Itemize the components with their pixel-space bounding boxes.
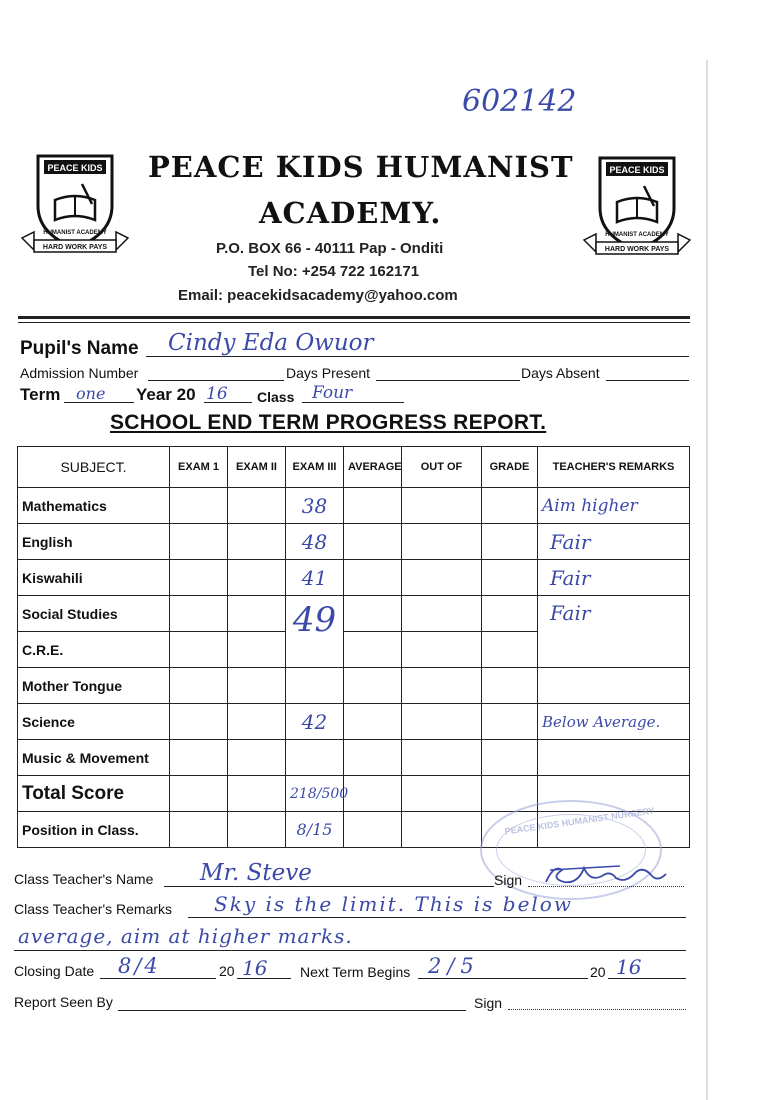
- average-cell: [344, 560, 402, 596]
- logo-top-text: PEACE KIDS: [47, 163, 103, 173]
- exam2-cell: [228, 596, 286, 632]
- next-term-line: [418, 978, 588, 979]
- out-of-cell: [402, 704, 482, 740]
- out-of-cell: [402, 560, 482, 596]
- exam2-cell: [228, 668, 286, 704]
- table-header-row: [18, 447, 690, 488]
- class-label: Class: [257, 389, 295, 405]
- exam2-cell: [228, 560, 286, 596]
- exam2-cell: [228, 812, 286, 848]
- teacher-remarks-text2: average, aim at higher marks.: [18, 924, 353, 948]
- next-term-label: Next Term Begins: [300, 964, 411, 980]
- exam2-cell: [228, 632, 286, 668]
- school-name-line2: ACADEMY.: [259, 196, 442, 230]
- subject-cell: Mathematics: [18, 488, 170, 524]
- admission-number-label: Admission Number: [20, 365, 139, 381]
- table-row: [18, 524, 690, 560]
- teacher-remarks-line2: [14, 950, 686, 951]
- grade-cell: [482, 740, 538, 776]
- exam2-cell: [228, 740, 286, 776]
- out-of-cell: [402, 740, 482, 776]
- out-of-cell: [402, 524, 482, 560]
- school-name-line1: PEACE KIDS HUMANIST: [148, 150, 574, 184]
- header-teachers-remarks: TEACHER'S REMARKS: [538, 447, 690, 488]
- table-row: [18, 668, 690, 704]
- teacher-name-value: Mr. Steve: [200, 860, 312, 886]
- next-term-value: 2/5: [428, 954, 480, 978]
- school-email: Email: peacekidsacademy@yahoo.com: [178, 287, 458, 304]
- subject-cell: Mother Tongue: [18, 668, 170, 704]
- teacher-remarks-text1: Sky is the limit. This is below: [214, 892, 573, 916]
- teacher-remarks-label: Class Teacher's Remarks: [14, 901, 173, 917]
- header-out-of: OUT OF: [402, 447, 482, 488]
- out-of-cell: [402, 668, 482, 704]
- exam2-cell: [228, 488, 286, 524]
- grade-cell: [482, 524, 538, 560]
- subject-cell: English: [18, 524, 170, 560]
- grade-cell: [482, 560, 538, 596]
- table-row: [18, 596, 690, 632]
- average-cell: [344, 596, 402, 632]
- header-exam3: EXAM III: [286, 447, 344, 488]
- remark-cell: [538, 740, 690, 776]
- logo-ring-text: HUMANIST ACADEMY: [43, 230, 107, 236]
- exam2-cell: [228, 776, 286, 812]
- logo-top-text: PEACE KIDS: [609, 165, 665, 175]
- subject-cell: Science: [18, 704, 170, 740]
- table-row: [18, 704, 690, 740]
- exam3-cell: [286, 668, 344, 704]
- exam1-cell: [170, 596, 228, 632]
- closing-year-value: 16: [242, 956, 268, 980]
- average-cell: [344, 812, 402, 848]
- teacher-remarks-line1: [188, 917, 686, 918]
- class-value: Four: [312, 383, 353, 403]
- closing-date-value: 8/4: [118, 954, 161, 978]
- header-subject: SUBJECT.: [18, 447, 170, 488]
- position-value: 8/15: [296, 820, 333, 839]
- table-row: [18, 488, 690, 524]
- teacher-remark: Fair: [550, 529, 591, 554]
- pupil-name-label: Pupil's Name: [20, 338, 139, 359]
- grade-cell: [482, 668, 538, 704]
- school-crest-left: [20, 148, 130, 256]
- teacher-name-label: Class Teacher's Name: [14, 871, 154, 887]
- exam3-score: 48: [301, 529, 328, 554]
- sign-label: Sign: [494, 872, 523, 888]
- out-of-cell: [402, 632, 482, 668]
- closing-date-line: [100, 978, 216, 979]
- pupil-name-value: Cindy Eda Owuor: [168, 330, 374, 356]
- teacher-remark: Below Average.: [542, 712, 661, 731]
- results-table: [17, 446, 690, 848]
- header-average: AVERAGE: [344, 447, 402, 488]
- days-absent-label: Days Absent: [521, 365, 600, 381]
- header-grade: GRADE: [482, 447, 538, 488]
- average-cell: [344, 488, 402, 524]
- average-cell: [344, 668, 402, 704]
- serial-number: 602142: [462, 84, 577, 119]
- grade-cell: [482, 704, 538, 740]
- teacher-signature: [540, 860, 670, 890]
- average-cell: [344, 740, 402, 776]
- sign2-label: Sign: [474, 995, 503, 1011]
- exam1-cell: [170, 560, 228, 596]
- header-exam1: EXAM 1: [170, 447, 228, 488]
- out-of-cell: [402, 776, 482, 812]
- header-rule-thin: [18, 322, 690, 323]
- exam3-score: 38: [301, 493, 328, 518]
- exam3-cell: [286, 740, 344, 776]
- pupil-name-line: [146, 356, 689, 357]
- exam1-cell: [170, 488, 228, 524]
- closing-year-prefix: 20: [219, 963, 235, 979]
- report-seen-by-line: [118, 1010, 466, 1011]
- exam1-cell: [170, 524, 228, 560]
- exam1-cell: [170, 704, 228, 740]
- teacher-remark: Fair: [550, 601, 591, 625]
- out-of-cell: [402, 488, 482, 524]
- exam1-cell: [170, 632, 228, 668]
- term-label: Term: [20, 385, 61, 404]
- days-present-line: [376, 380, 520, 381]
- days-absent-line: [606, 380, 689, 381]
- admission-number-line: [148, 380, 284, 381]
- year-label: Year 20: [136, 385, 196, 404]
- total-score-label: Total Score: [18, 776, 170, 812]
- next-year-value: 16: [616, 955, 642, 979]
- logo-motto: HARD WORK PAYS: [42, 244, 108, 251]
- exam1-cell: [170, 812, 228, 848]
- closing-date-label: Closing Date: [14, 963, 95, 979]
- school-tel: Tel No: +254 722 162171: [248, 263, 420, 280]
- school-crest-right: [582, 150, 692, 258]
- grade-cell: [482, 632, 538, 668]
- exam3-score: 49: [292, 600, 337, 640]
- subject-cell: Music & Movement: [18, 740, 170, 776]
- table-row: [18, 740, 690, 776]
- table-row: [18, 560, 690, 596]
- logo-ring-text: HUMANIST ACADEMY: [605, 232, 669, 238]
- subject-cell: Social Studies: [18, 596, 170, 632]
- header-exam2: EXAM II: [228, 447, 286, 488]
- report-seen-by-label: Report Seen By: [14, 994, 113, 1010]
- teacher-remark: Aim higher: [542, 495, 638, 516]
- teacher-name-line: [164, 886, 494, 887]
- average-cell: [344, 704, 402, 740]
- exam1-cell: [170, 740, 228, 776]
- exam1-cell: [170, 668, 228, 704]
- total-score-value: 218/500: [290, 786, 349, 802]
- average-cell: [344, 524, 402, 560]
- sign2-line: [508, 1009, 686, 1010]
- exam3-score: 42: [301, 709, 328, 734]
- year-value: 16: [206, 384, 228, 404]
- subject-cell: C.R.E.: [18, 632, 170, 668]
- grade-cell: [482, 488, 538, 524]
- teacher-remark: Fair: [550, 565, 591, 590]
- school-po-box: P.O. BOX 66 - 40111 Pap - Onditi: [216, 240, 444, 257]
- header-rule-thick: [18, 316, 690, 319]
- report-title: SCHOOL END TERM PROGRESS REPORT.: [110, 411, 547, 434]
- logo-motto: HARD WORK PAYS: [604, 246, 670, 253]
- average-cell: [344, 776, 402, 812]
- exam2-cell: [228, 704, 286, 740]
- exam2-cell: [228, 524, 286, 560]
- grade-cell: [482, 596, 538, 632]
- out-of-cell: [402, 596, 482, 632]
- average-cell: [344, 632, 402, 668]
- subject-cell: Kiswahili: [18, 560, 170, 596]
- term-value: one: [76, 384, 106, 403]
- position-label: Position in Class.: [18, 812, 170, 848]
- page-edge: [706, 60, 708, 1100]
- stamp-text: PEACE KIDS HUMANIST NURSERY: [504, 805, 656, 837]
- out-of-cell: [402, 812, 482, 848]
- days-present-label: Days Present: [286, 365, 371, 381]
- remark-cell: [538, 668, 690, 704]
- exam3-score: 41: [301, 565, 328, 590]
- exam1-cell: [170, 776, 228, 812]
- next-year-prefix: 20: [590, 964, 606, 980]
